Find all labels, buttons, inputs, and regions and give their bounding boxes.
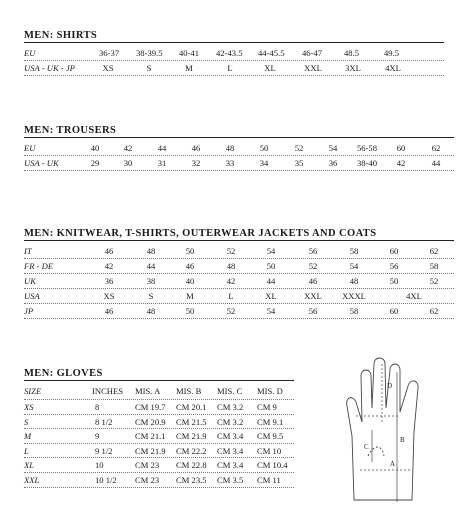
table-cell: 56-58: [356, 143, 378, 153]
table-cell: 46: [191, 143, 201, 153]
table-cell: CM 20.9: [135, 416, 166, 427]
table-row: [24, 415, 294, 430]
table-cell: 48: [146, 306, 156, 316]
row-label: M: [24, 431, 32, 442]
table-cell: 40: [90, 143, 100, 153]
table-cell: 42: [396, 158, 406, 168]
table-cell: 52: [226, 246, 236, 256]
table-cell: M: [186, 291, 194, 301]
table-cell: 56: [308, 246, 318, 256]
table-cell: 9 1/2: [95, 445, 113, 456]
table-cell: XL: [264, 63, 276, 73]
table-cell: 35: [294, 158, 304, 168]
table-cell: XXL: [304, 63, 322, 73]
table-cell: CM 21.9: [135, 445, 166, 456]
table-cell: 52: [308, 261, 318, 271]
row-label: XS: [24, 402, 34, 412]
table-cell: XS: [102, 63, 114, 73]
table-cell: 42-43.5: [216, 48, 243, 58]
table-cell: 3XL: [345, 63, 361, 73]
table-cell: 50: [185, 246, 195, 256]
row-label: L: [24, 445, 29, 456]
table-cell: 44: [266, 276, 276, 286]
column-header: MIS. D: [257, 386, 283, 396]
table-cell: 36: [104, 276, 114, 286]
row-label: FR - DE: [24, 261, 54, 271]
table-cell: 54: [266, 306, 276, 316]
table-cell: CM 3.2: [217, 402, 244, 412]
table-cell: 48: [146, 246, 156, 256]
table-cell: 46: [185, 261, 195, 271]
table-cell: S: [146, 63, 152, 73]
table-cell: CM 9: [257, 402, 277, 412]
column-header: MIS. B: [176, 386, 202, 396]
table-cell: CM 3.4: [217, 460, 244, 471]
table-row: [24, 429, 294, 444]
table-cell: 10 1/2: [95, 474, 117, 485]
table-cell: 44: [431, 158, 441, 168]
table-cell: 50: [389, 276, 399, 286]
table-cell: 42: [226, 276, 236, 286]
table-row: [24, 289, 454, 304]
table-cell: CM 19.7: [135, 402, 166, 412]
table-cell: CM 3.2: [217, 416, 244, 427]
table-row: [24, 141, 454, 156]
row-label: XL: [24, 460, 35, 471]
table-cell: CM 10.4: [257, 460, 288, 471]
table-cell: CM 20.1: [176, 402, 207, 412]
table-cell: 60: [389, 246, 399, 256]
table-cell: 4XL: [385, 63, 401, 73]
row-label: EU: [24, 48, 36, 58]
table-cell: 54: [328, 143, 338, 153]
glove-measure-lines: [356, 364, 410, 502]
knitwear-size-table: [24, 228, 454, 319]
table-cell: 38: [146, 276, 156, 286]
table-cell: 46: [308, 276, 318, 286]
table-row: [24, 304, 454, 319]
column-header: SIZE: [24, 386, 42, 396]
table-cell: 60: [389, 306, 399, 316]
glove-outline: [347, 358, 418, 500]
table-cell: 62: [431, 143, 441, 153]
table-cell: CM 11: [257, 474, 281, 485]
table-cell: CM 9.1: [257, 416, 284, 427]
table-cell: 48: [226, 261, 236, 271]
table-row: [24, 46, 444, 61]
shirts-title: MEN: SHIRTS: [24, 30, 444, 43]
table-row: [24, 400, 294, 415]
table-cell: CM 21.1: [135, 431, 166, 442]
row-label: S: [24, 416, 29, 427]
table-cell: CM 3.4: [217, 445, 244, 456]
table-cell: 31: [157, 158, 167, 168]
table-row: [24, 274, 454, 289]
gloves-size-table: [24, 368, 294, 488]
table-cell: CM 22.2: [176, 445, 207, 456]
table-cell: 54: [349, 261, 359, 271]
table-cell: 8 1/2: [95, 416, 113, 427]
table-row: [24, 244, 454, 259]
table-cell: 36: [328, 158, 338, 168]
table-cell: 50: [259, 143, 269, 153]
table-cell: 52: [429, 276, 439, 286]
shirts-size-table: [24, 30, 444, 76]
trousers-title: MEN: TROUSERS: [24, 125, 454, 138]
diagram-label-b: B: [400, 436, 405, 444]
trousers-size-table: [24, 125, 454, 171]
table-cell: 42: [123, 143, 133, 153]
table-cell: 30: [123, 158, 133, 168]
knitwear-title: MEN: KNITWEAR, T-SHIRTS, OUTERWEAR JACKETS AND COATS: [24, 228, 454, 241]
row-label: USA - UK - JP: [24, 63, 75, 73]
table-cell: 44: [157, 143, 167, 153]
table-cell: 56: [308, 306, 318, 316]
table-row: [24, 259, 454, 274]
table-cell: L: [227, 63, 233, 73]
table-header-row: [24, 384, 294, 400]
row-label: UK: [24, 276, 36, 286]
glove-measurement-diagram: [338, 352, 456, 512]
table-cell: 60: [396, 143, 406, 153]
table-cell: XL: [265, 291, 277, 301]
row-label: USA - UK: [24, 158, 59, 168]
table-cell: 58: [429, 261, 439, 271]
table-cell: CM 21.9: [176, 431, 207, 442]
table-cell: XS: [103, 291, 115, 301]
table-cell: 32: [191, 158, 201, 168]
table-cell: 62: [429, 306, 439, 316]
row-label: EU: [24, 143, 36, 153]
table-cell: CM 21.5: [176, 416, 207, 427]
table-cell: M: [185, 63, 193, 73]
table-cell: XXL: [304, 291, 322, 301]
diagram-label-c: C: [364, 443, 369, 451]
table-cell: 52: [294, 143, 304, 153]
gloves-title: MEN: GLOVES: [24, 368, 294, 381]
table-cell: 44-45.5: [258, 48, 285, 58]
table-cell: 46: [104, 306, 114, 316]
table-cell: 34: [259, 158, 269, 168]
table-cell: 4XL: [406, 291, 422, 301]
table-cell: 62: [429, 246, 439, 256]
table-cell: 29: [90, 158, 100, 168]
table-cell: CM 3.5: [217, 474, 244, 485]
table-cell: 50: [266, 261, 276, 271]
table-row: [24, 444, 294, 459]
table-cell: CM 23: [135, 460, 160, 471]
table-row: [24, 61, 444, 76]
row-label: JP: [24, 306, 34, 316]
table-cell: 48.5: [344, 48, 360, 58]
table-cell: CM 23.5: [176, 474, 207, 485]
table-cell: 8: [95, 402, 100, 412]
table-cell: 46: [104, 246, 114, 256]
table-cell: 38-40: [356, 158, 378, 168]
table-cell: 56: [389, 261, 399, 271]
table-cell: 40: [185, 276, 195, 286]
table-cell: 49.5: [384, 48, 400, 58]
diagram-label-d: D: [387, 382, 393, 390]
table-row: [24, 458, 294, 473]
table-cell: 38-39.5: [136, 48, 163, 58]
table-cell: CM 9.5: [257, 431, 284, 442]
table-cell: 9: [95, 431, 100, 442]
column-header: MIS. C: [217, 386, 243, 396]
table-cell: 44: [146, 261, 156, 271]
table-cell: 10: [95, 460, 104, 471]
table-cell: 42: [104, 261, 114, 271]
row-label: XXL: [24, 474, 40, 485]
table-cell: XXXL: [342, 291, 366, 301]
row-label: USA: [24, 291, 40, 301]
diagram-label-a: A: [390, 460, 396, 468]
table-cell: 33: [225, 158, 235, 168]
table-cell: 58: [349, 306, 359, 316]
table-cell: L: [228, 291, 234, 301]
row-label: IT: [24, 246, 32, 256]
table-cell: 46-47: [302, 48, 323, 58]
table-cell: CM 23: [135, 474, 160, 485]
table-cell: 36-37: [99, 48, 120, 58]
table-cell: CM 22.8: [176, 460, 207, 471]
table-cell: 50: [185, 306, 195, 316]
table-cell: S: [148, 291, 154, 301]
table-cell: 58: [349, 246, 359, 256]
table-cell: 52: [226, 306, 236, 316]
table-cell: 48: [225, 143, 235, 153]
column-header: MIS. A: [135, 386, 161, 396]
table-cell: CM 10: [257, 445, 282, 456]
table-cell: 48: [349, 276, 359, 286]
table-cell: CM 3.4: [217, 431, 244, 442]
column-header: INCHES: [92, 386, 124, 396]
table-row: [24, 156, 454, 171]
table-cell: 40-41: [179, 48, 200, 58]
table-cell: 54: [266, 246, 276, 256]
table-row: [24, 473, 294, 488]
